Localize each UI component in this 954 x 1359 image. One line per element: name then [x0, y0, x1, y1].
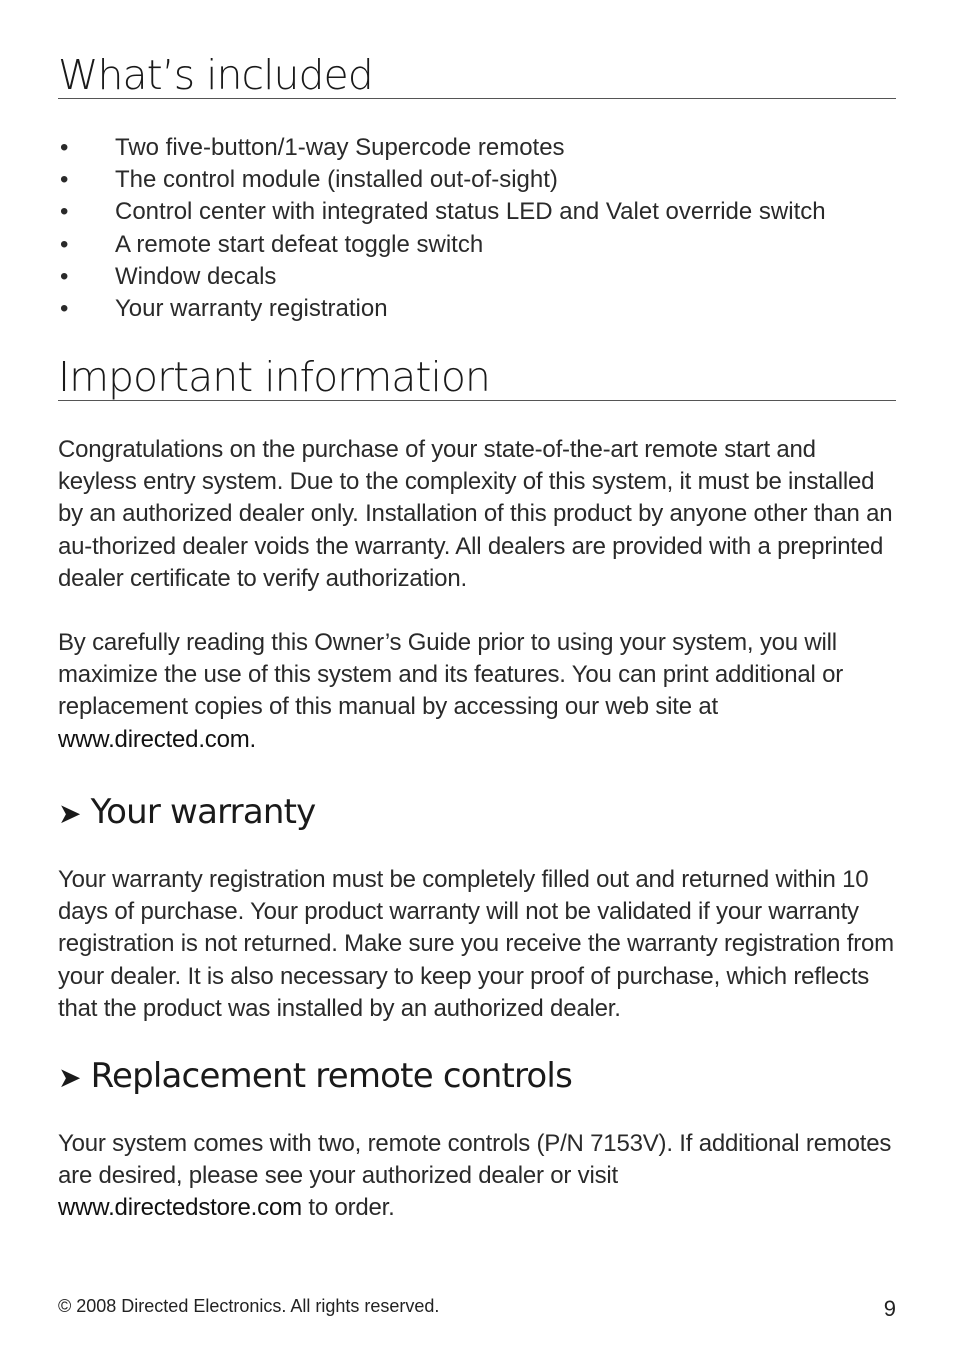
copyright-footer: © 2008 Directed Electronics. All rights reserved. — [58, 1296, 440, 1316]
list-item: • The control module (installed out-of-sight) — [60, 166, 558, 194]
important-info-paragraph-1: Congratulations on the purchase of your state-of-the-art remote start and keyless entry system. Due to the complexity of this system, it must be installed by an authorized dealer only. Installation of this product by anyone other than an au-thorized dealer voids the warranty. All dealers are provided with a preprinted dealer certificate to verify authorization. — [58, 436, 893, 592]
directedstore-website-link[interactable]: www.directedstore.com — [58, 1194, 302, 1222]
directed-website-link[interactable]: www.directed.com. — [58, 725, 256, 753]
replacement-remotes-paragraph: Your system comes with two, remote controls (P/N 7153V). If additional remotes are desired, please see your authorized dealer or visit www.directedstore.com to order. — [58, 1130, 892, 1222]
whats-included-heading: What’s included — [58, 52, 896, 99]
list-item: • Window decals — [60, 262, 277, 290]
included-items-list — [58, 132, 896, 325]
warranty-paragraph: Your warranty registration must be completely filled out and returned within 10 days of purchase. Your product warranty will not be validated if your warranty registration is not returned. Make sure you receive the warranty registration from your dealer. It is also necessary to keep your proof of purchase, which reflects that the product was installed by an authorized dealer. — [58, 866, 894, 1022]
list-item: • Control center with integrated status LED and Valet override switch — [60, 198, 826, 226]
list-item: • Your warranty registration — [60, 295, 388, 323]
important-info-paragraph-2: By carefully reading this Owner’s Guide prior to using your system, you will maximize the use of this system and its features. You can print additional or replacement copies of this manual by accessing our web site at www.directed.com. — [58, 629, 844, 753]
arrow-right-icon: ➤ — [58, 1061, 81, 1094]
list-item: • A remote start defeat toggle switch — [60, 230, 484, 258]
your-warranty-heading: ➤ Your warranty — [58, 792, 316, 832]
arrow-right-icon: ➤ — [58, 797, 81, 830]
list-item: • Two five-button/1-way Supercode remotes — [60, 134, 565, 161]
important-information-heading: Important information — [58, 354, 896, 401]
replacement-remotes-heading: ➤ Replacement remote controls — [58, 1056, 572, 1096]
page-number: 9 — [883, 1296, 896, 1321]
